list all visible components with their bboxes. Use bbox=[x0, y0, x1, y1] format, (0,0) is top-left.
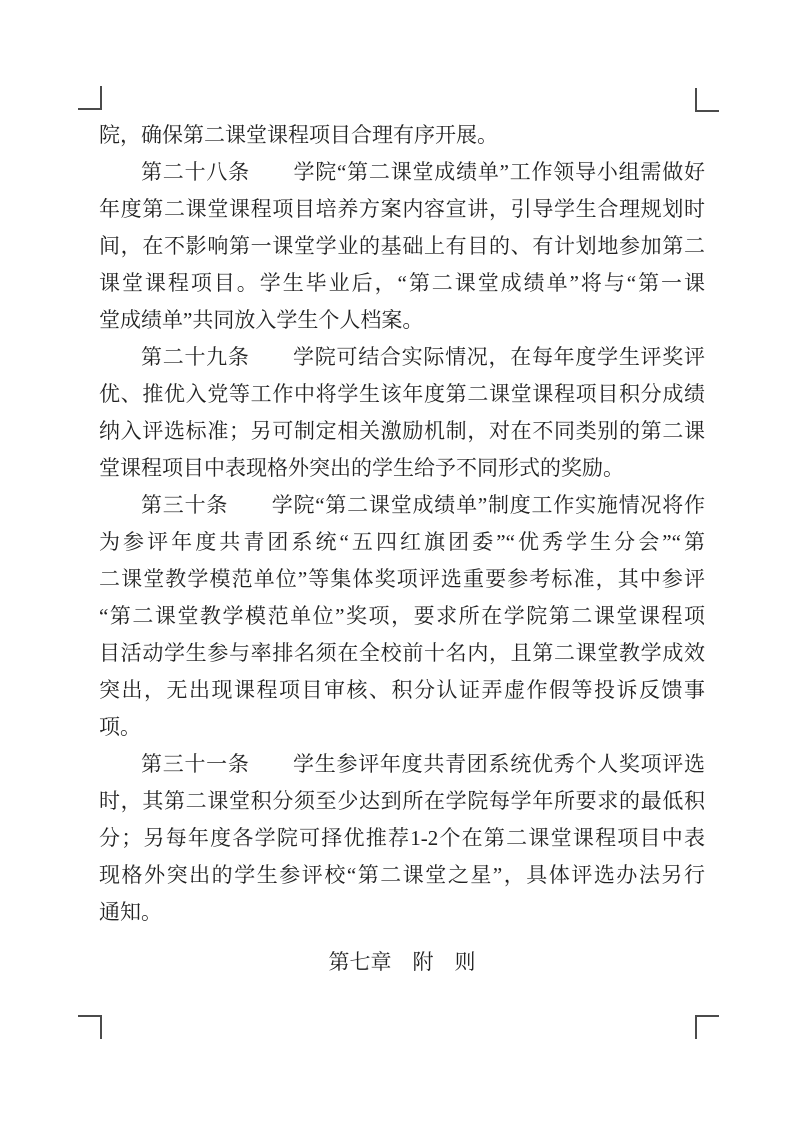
text-line-content: 通知。 bbox=[99, 900, 162, 924]
text-line-content: 目活动学生参与率排名须在全校前十名内，且第二课堂教学成效 bbox=[99, 641, 705, 665]
text-line-content: 突出，无出现课程项目审核、积分认证弄虚作假等投诉反馈事 bbox=[99, 678, 705, 702]
text-line-content: 第二十八条 学院“第二课堂成绩单”工作领导小组需做好 bbox=[141, 160, 705, 184]
text-line bbox=[99, 894, 705, 931]
text-line-content: “第二课堂教学模范单位”奖项，要求所在学院第二课堂课程项 bbox=[99, 604, 705, 628]
corner-mark-top-left-icon bbox=[78, 86, 102, 110]
corner-mark-bottom-right-icon bbox=[695, 1015, 719, 1039]
text-line bbox=[99, 709, 705, 746]
text-line bbox=[99, 857, 705, 894]
text-line bbox=[99, 450, 705, 487]
text-line bbox=[99, 302, 705, 339]
text-line bbox=[99, 339, 705, 376]
text-line bbox=[99, 672, 705, 709]
text-line-content: 第二十九条 学院可结合实际情况，在每年度学生评奖评 bbox=[141, 345, 705, 369]
text-line-content: 第三十条 学院“第二课堂成绩单”制度工作实施情况将作 bbox=[141, 493, 705, 517]
text-line-content: 院，确保第二课堂课程项目合理有序开展。 bbox=[99, 123, 498, 147]
text-line-content: 现格外突出的学生参评校“第二课堂之星”，具体评选办法另行 bbox=[99, 863, 705, 887]
document-body bbox=[99, 117, 705, 931]
text-line bbox=[99, 746, 705, 783]
text-line bbox=[99, 487, 705, 524]
text-line-content: 堂成绩单”共同放入学生个人档案。 bbox=[99, 308, 424, 332]
text-line bbox=[99, 783, 705, 820]
text-line bbox=[99, 635, 705, 672]
text-line-content: 时，其第二课堂积分须至少达到所在学院每学年所要求的最低积 bbox=[99, 789, 705, 813]
text-line bbox=[99, 598, 705, 635]
text-line bbox=[99, 561, 705, 598]
corner-mark-bottom-left-icon bbox=[78, 1015, 102, 1039]
text-line bbox=[99, 524, 705, 561]
text-line-content: 堂课程项目中表现格外突出的学生给予不同形式的奖励。 bbox=[99, 456, 624, 480]
text-line-content: 年度第二课堂课程项目培养方案内容宣讲，引导学生合理规划时 bbox=[99, 197, 705, 221]
corner-mark-top-right-icon bbox=[695, 88, 719, 112]
text-line-content: 课堂课程项目。学生毕业后，“第二课堂成绩单”将与“第一课 bbox=[99, 271, 705, 295]
text-line bbox=[99, 154, 705, 191]
text-line-content: 第三十一条 学生参评年度共青团系统优秀个人奖项评选 bbox=[141, 752, 705, 776]
text-line-content: 优、推优入党等工作中将学生该年度第二课堂课程项目积分成绩 bbox=[99, 382, 705, 406]
text-line-content: 为参评年度共青团系统“五四红旗团委”“优秀学生分会”“第 bbox=[99, 530, 705, 554]
text-line-content: 纳入评选标准；另可制定相关激励机制，对在不同类别的第二课 bbox=[99, 419, 705, 443]
chapter-heading: 第七章 附 则 bbox=[328, 950, 476, 974]
text-line bbox=[99, 265, 705, 302]
text-line-content: 项。 bbox=[99, 715, 141, 739]
text-line-content: 分；另每年度各学院可择优推荐1-2个在第二课堂课程项目中表 bbox=[99, 826, 705, 850]
text-line bbox=[99, 376, 705, 413]
text-line-content: 二课堂教学模范单位”等集体奖项评选重要参考标准，其中参评 bbox=[99, 567, 705, 591]
text-line bbox=[99, 820, 705, 857]
text-line-content: 间，在不影响第一课堂学业的基础上有目的、有计划地参加第二 bbox=[99, 234, 705, 258]
text-line bbox=[99, 191, 705, 228]
text-line bbox=[99, 413, 705, 450]
text-line bbox=[99, 117, 705, 154]
text-line bbox=[99, 228, 705, 265]
